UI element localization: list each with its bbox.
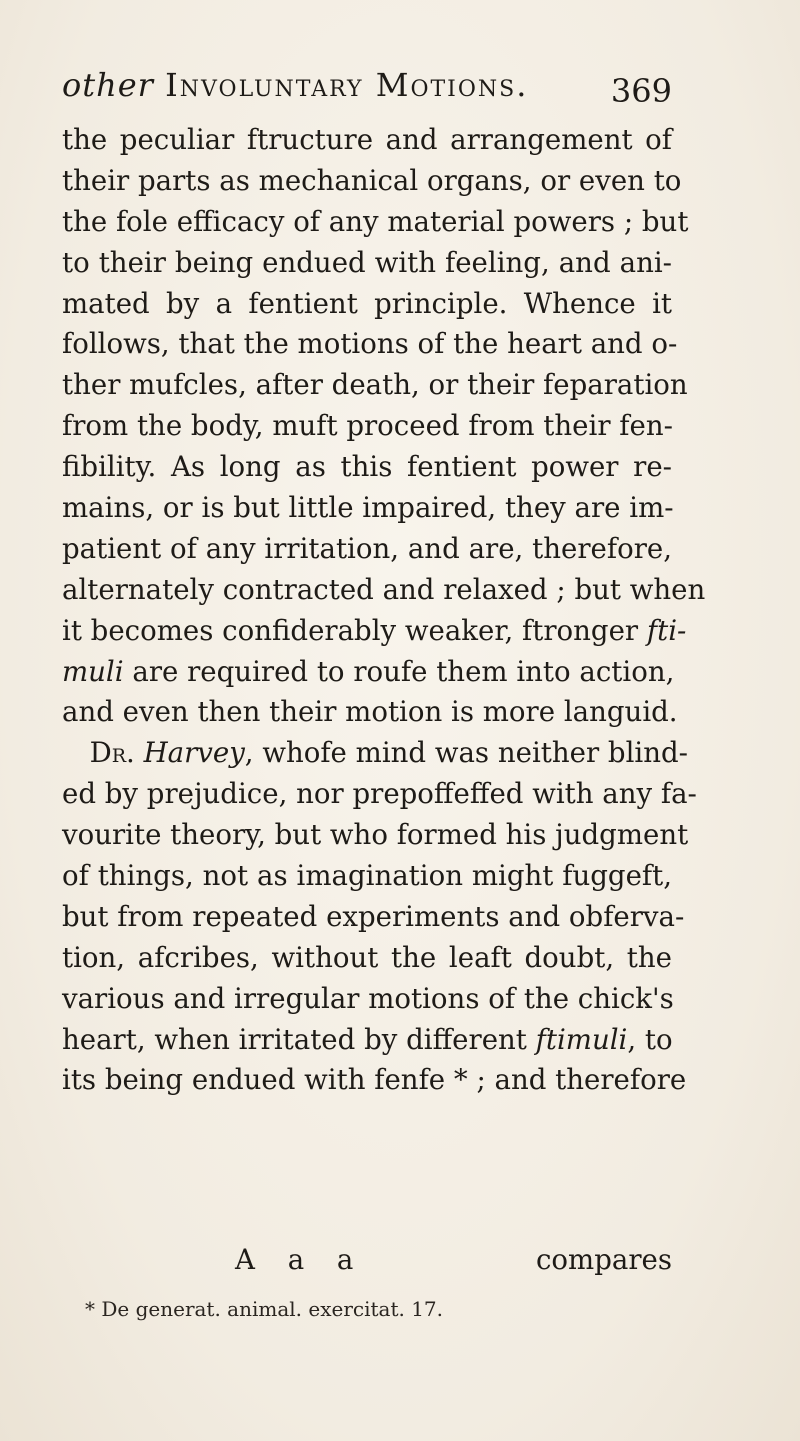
text-segment: Dr.: [89, 736, 135, 770]
text-line: the fole efficacy of any material powers ; but: [62, 204, 689, 238]
running-head-italic: other: [62, 66, 154, 104]
text-line: of things, not as imagination might fuggeft,: [62, 859, 672, 893]
text-line: vourite theory, but who formed his judgment: [62, 818, 689, 852]
text-line: to their being endued with feeling, and ani-: [62, 245, 672, 279]
text-line: tion, afcribes, without the leaft doubt, the: [62, 940, 672, 974]
text-line: and even then their motion is more languid.: [62, 695, 678, 729]
text-line: mains, or is but little impaired, they are im-: [62, 491, 674, 525]
italic-term: muli: [62, 654, 124, 688]
text-line: ther mufcles, after death, or their feparation: [62, 368, 688, 402]
text-segment: , to: [627, 1022, 673, 1056]
italic-name: Harvey: [143, 736, 245, 770]
running-head: [62, 62, 528, 108]
text-line: fibility. As long as this fentient power re-: [62, 450, 672, 484]
text-line: ed by prejudice, nor prepoffeffed with any fa-: [62, 777, 697, 811]
text-line: their parts as mechanical organs, or even to: [62, 163, 682, 197]
text-line: mated by a fentient principle. Whence it: [62, 286, 672, 320]
body-text: [62, 120, 706, 1101]
italic-term: ftimuli: [535, 1022, 628, 1056]
text-segment: , whofe mind was neither blind-: [244, 736, 689, 770]
text-line: its being endued with fenfe * ; and therefore: [62, 1063, 687, 1097]
text-line: from the body, muft proceed from their fen-: [62, 409, 673, 443]
text-line: patient of any irritation, and are, therefore,: [62, 531, 672, 565]
page-header: [62, 62, 672, 108]
italic-term: fti-: [646, 613, 687, 647]
running-head-title: Involuntary Motions.: [165, 66, 529, 104]
text-line: follows, that the motions of the heart and o-: [62, 327, 678, 361]
text-line: but from repeated experiments and obferva-: [62, 899, 685, 933]
text-line: [62, 1020, 672, 1061]
text-line: [62, 652, 675, 693]
text-segment: are required to roufe them into action,: [123, 654, 675, 688]
text-line: [62, 611, 687, 652]
text-segment: heart, when irritated by different: [62, 1022, 527, 1056]
signature-line: [62, 1240, 672, 1280]
text-line: alternately contracted and relaxed ; but when: [62, 572, 706, 606]
text-line: the peculiar ftructure and arrangement of: [62, 123, 672, 156]
text-line: various and irregular motions of the chick's: [62, 981, 674, 1015]
text-line: [62, 733, 689, 774]
page-number: 369: [610, 72, 672, 110]
footnote: * De generat. animal. exercitat. 17.: [85, 1297, 444, 1321]
catchword: compares: [535, 1243, 672, 1276]
signature-mark: A a a: [235, 1243, 366, 1276]
text-segment: it becomes confiderably weaker, ftronger: [62, 613, 639, 647]
